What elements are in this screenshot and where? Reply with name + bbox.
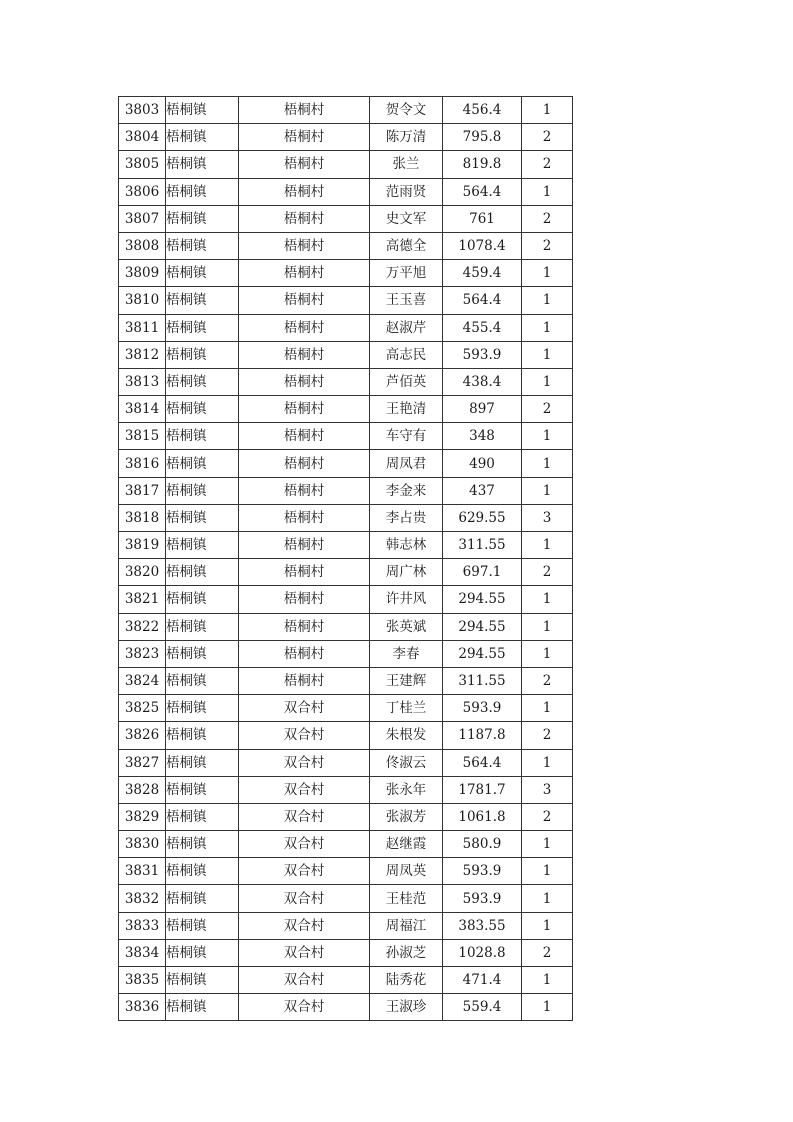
count-cell: 1 xyxy=(522,640,573,667)
person-name-cell: 车守有 xyxy=(370,423,443,450)
table-row xyxy=(119,667,573,694)
data-table xyxy=(118,96,573,1021)
village-cell: 梧桐村 xyxy=(239,205,370,232)
count-cell: 2 xyxy=(522,124,573,151)
town-cell: 梧桐镇 xyxy=(166,450,239,477)
town-cell: 梧桐镇 xyxy=(166,232,239,259)
village-cell: 梧桐村 xyxy=(239,613,370,640)
table-row xyxy=(119,423,573,450)
town-cell: 梧桐镇 xyxy=(166,97,239,124)
person-name-cell: 孙淑芝 xyxy=(370,939,443,966)
amount-cell: 795.8 xyxy=(443,124,522,151)
row-id-cell: 3834 xyxy=(119,939,166,966)
village-cell: 梧桐村 xyxy=(239,640,370,667)
person-name-cell: 赵继霞 xyxy=(370,831,443,858)
town-cell: 梧桐镇 xyxy=(166,423,239,450)
count-cell: 2 xyxy=(522,939,573,966)
count-cell: 1 xyxy=(522,994,573,1021)
village-cell: 双合村 xyxy=(239,803,370,830)
amount-cell: 311.55 xyxy=(443,667,522,694)
person-name-cell: 万平旭 xyxy=(370,260,443,287)
town-cell: 梧桐镇 xyxy=(166,776,239,803)
amount-cell: 490 xyxy=(443,450,522,477)
amount-cell: 1187.8 xyxy=(443,722,522,749)
count-cell: 3 xyxy=(522,504,573,531)
village-cell: 梧桐村 xyxy=(239,287,370,314)
village-cell: 梧桐村 xyxy=(239,532,370,559)
row-id-cell: 3829 xyxy=(119,803,166,830)
person-name-cell: 王淑珍 xyxy=(370,994,443,1021)
person-name-cell: 赵淑芹 xyxy=(370,314,443,341)
town-cell: 梧桐镇 xyxy=(166,559,239,586)
count-cell: 1 xyxy=(522,532,573,559)
village-cell: 梧桐村 xyxy=(239,178,370,205)
amount-cell: 437 xyxy=(443,477,522,504)
row-id-cell: 3825 xyxy=(119,695,166,722)
count-cell: 2 xyxy=(522,151,573,178)
amount-cell: 761 xyxy=(443,205,522,232)
town-cell: 梧桐镇 xyxy=(166,803,239,830)
count-cell: 1 xyxy=(522,695,573,722)
table-row xyxy=(119,695,573,722)
row-id-cell: 3820 xyxy=(119,559,166,586)
count-cell: 1 xyxy=(522,287,573,314)
row-id-cell: 3811 xyxy=(119,314,166,341)
count-cell: 1 xyxy=(522,613,573,640)
village-cell: 梧桐村 xyxy=(239,368,370,395)
town-cell: 梧桐镇 xyxy=(166,967,239,994)
row-id-cell: 3812 xyxy=(119,341,166,368)
person-name-cell: 周广林 xyxy=(370,559,443,586)
count-cell: 2 xyxy=(522,803,573,830)
amount-cell: 593.9 xyxy=(443,341,522,368)
village-cell: 梧桐村 xyxy=(239,97,370,124)
count-cell: 1 xyxy=(522,423,573,450)
amount-cell: 593.9 xyxy=(443,858,522,885)
table-row xyxy=(119,586,573,613)
amount-cell: 697.1 xyxy=(443,559,522,586)
row-id-cell: 3803 xyxy=(119,97,166,124)
village-cell: 梧桐村 xyxy=(239,341,370,368)
town-cell: 梧桐镇 xyxy=(166,885,239,912)
town-cell: 梧桐镇 xyxy=(166,667,239,694)
town-cell: 梧桐镇 xyxy=(166,831,239,858)
person-name-cell: 佟淑云 xyxy=(370,749,443,776)
person-name-cell: 许井风 xyxy=(370,586,443,613)
count-cell: 3 xyxy=(522,776,573,803)
row-id-cell: 3807 xyxy=(119,205,166,232)
count-cell: 1 xyxy=(522,749,573,776)
table-row xyxy=(119,396,573,423)
count-cell: 1 xyxy=(522,885,573,912)
table-row xyxy=(119,885,573,912)
count-cell: 1 xyxy=(522,912,573,939)
town-cell: 梧桐镇 xyxy=(166,749,239,776)
person-name-cell: 周凤君 xyxy=(370,450,443,477)
row-id-cell: 3809 xyxy=(119,260,166,287)
town-cell: 梧桐镇 xyxy=(166,994,239,1021)
person-name-cell: 朱根发 xyxy=(370,722,443,749)
count-cell: 1 xyxy=(522,341,573,368)
count-cell: 1 xyxy=(522,314,573,341)
table-row xyxy=(119,260,573,287)
row-id-cell: 3817 xyxy=(119,477,166,504)
row-id-cell: 3824 xyxy=(119,667,166,694)
village-cell: 梧桐村 xyxy=(239,477,370,504)
count-cell: 2 xyxy=(522,722,573,749)
village-cell: 梧桐村 xyxy=(239,314,370,341)
village-cell: 双合村 xyxy=(239,722,370,749)
person-name-cell: 张兰 xyxy=(370,151,443,178)
village-cell: 双合村 xyxy=(239,994,370,1021)
amount-cell: 294.55 xyxy=(443,613,522,640)
amount-cell: 559.4 xyxy=(443,994,522,1021)
count-cell: 2 xyxy=(522,232,573,259)
person-name-cell: 王艳清 xyxy=(370,396,443,423)
amount-cell: 1061.8 xyxy=(443,803,522,830)
table-row xyxy=(119,205,573,232)
village-cell: 双合村 xyxy=(239,912,370,939)
town-cell: 梧桐镇 xyxy=(166,178,239,205)
table-row xyxy=(119,124,573,151)
table-row xyxy=(119,858,573,885)
village-cell: 双合村 xyxy=(239,939,370,966)
village-cell: 梧桐村 xyxy=(239,504,370,531)
village-cell: 梧桐村 xyxy=(239,396,370,423)
town-cell: 梧桐镇 xyxy=(166,613,239,640)
amount-cell: 629.55 xyxy=(443,504,522,531)
town-cell: 梧桐镇 xyxy=(166,314,239,341)
row-id-cell: 3816 xyxy=(119,450,166,477)
table-row xyxy=(119,722,573,749)
person-name-cell: 李金来 xyxy=(370,477,443,504)
row-id-cell: 3804 xyxy=(119,124,166,151)
row-id-cell: 3814 xyxy=(119,396,166,423)
count-cell: 1 xyxy=(522,586,573,613)
table-row xyxy=(119,640,573,667)
amount-cell: 564.4 xyxy=(443,287,522,314)
village-cell: 梧桐村 xyxy=(239,559,370,586)
row-id-cell: 3827 xyxy=(119,749,166,776)
town-cell: 梧桐镇 xyxy=(166,287,239,314)
person-name-cell: 王桂范 xyxy=(370,885,443,912)
table-row xyxy=(119,450,573,477)
person-name-cell: 贺令文 xyxy=(370,97,443,124)
table-row xyxy=(119,939,573,966)
village-cell: 双合村 xyxy=(239,858,370,885)
person-name-cell: 王建辉 xyxy=(370,667,443,694)
person-name-cell: 韩志林 xyxy=(370,532,443,559)
village-cell: 双合村 xyxy=(239,885,370,912)
amount-cell: 1078.4 xyxy=(443,232,522,259)
town-cell: 梧桐镇 xyxy=(166,586,239,613)
row-id-cell: 3810 xyxy=(119,287,166,314)
village-cell: 双合村 xyxy=(239,831,370,858)
person-name-cell: 高德全 xyxy=(370,232,443,259)
row-id-cell: 3818 xyxy=(119,504,166,531)
amount-cell: 564.4 xyxy=(443,749,522,776)
amount-cell: 456.4 xyxy=(443,97,522,124)
row-id-cell: 3821 xyxy=(119,586,166,613)
village-cell: 梧桐村 xyxy=(239,667,370,694)
row-id-cell: 3805 xyxy=(119,151,166,178)
village-cell: 梧桐村 xyxy=(239,586,370,613)
count-cell: 1 xyxy=(522,831,573,858)
table-row xyxy=(119,287,573,314)
amount-cell: 1028.8 xyxy=(443,939,522,966)
table-row xyxy=(119,477,573,504)
amount-cell: 593.9 xyxy=(443,695,522,722)
person-name-cell: 周凤英 xyxy=(370,858,443,885)
person-name-cell: 丁桂兰 xyxy=(370,695,443,722)
table-row xyxy=(119,532,573,559)
amount-cell: 438.4 xyxy=(443,368,522,395)
count-cell: 2 xyxy=(522,559,573,586)
town-cell: 梧桐镇 xyxy=(166,368,239,395)
amount-cell: 819.8 xyxy=(443,151,522,178)
table-row xyxy=(119,314,573,341)
row-id-cell: 3806 xyxy=(119,178,166,205)
person-name-cell: 陆秀花 xyxy=(370,967,443,994)
count-cell: 1 xyxy=(522,97,573,124)
village-cell: 双合村 xyxy=(239,749,370,776)
row-id-cell: 3833 xyxy=(119,912,166,939)
table-row xyxy=(119,368,573,395)
row-id-cell: 3836 xyxy=(119,994,166,1021)
table-row xyxy=(119,232,573,259)
amount-cell: 348 xyxy=(443,423,522,450)
town-cell: 梧桐镇 xyxy=(166,939,239,966)
village-cell: 梧桐村 xyxy=(239,232,370,259)
row-id-cell: 3819 xyxy=(119,532,166,559)
table-row xyxy=(119,178,573,205)
amount-cell: 471.4 xyxy=(443,967,522,994)
town-cell: 梧桐镇 xyxy=(166,858,239,885)
table-row xyxy=(119,613,573,640)
count-cell: 2 xyxy=(522,667,573,694)
amount-cell: 311.55 xyxy=(443,532,522,559)
village-cell: 梧桐村 xyxy=(239,423,370,450)
row-id-cell: 3815 xyxy=(119,423,166,450)
town-cell: 梧桐镇 xyxy=(166,260,239,287)
village-cell: 双合村 xyxy=(239,967,370,994)
table-row xyxy=(119,341,573,368)
row-id-cell: 3831 xyxy=(119,858,166,885)
table-row xyxy=(119,749,573,776)
table-row xyxy=(119,994,573,1021)
town-cell: 梧桐镇 xyxy=(166,695,239,722)
table-row xyxy=(119,831,573,858)
amount-cell: 1781.7 xyxy=(443,776,522,803)
row-id-cell: 3808 xyxy=(119,232,166,259)
table-row xyxy=(119,504,573,531)
row-id-cell: 3813 xyxy=(119,368,166,395)
town-cell: 梧桐镇 xyxy=(166,396,239,423)
count-cell: 2 xyxy=(522,205,573,232)
row-id-cell: 3835 xyxy=(119,967,166,994)
town-cell: 梧桐镇 xyxy=(166,341,239,368)
row-id-cell: 3830 xyxy=(119,831,166,858)
person-name-cell: 史文军 xyxy=(370,205,443,232)
table-body xyxy=(119,97,573,1021)
person-name-cell: 李占贵 xyxy=(370,504,443,531)
town-cell: 梧桐镇 xyxy=(166,912,239,939)
count-cell: 1 xyxy=(522,178,573,205)
amount-cell: 564.4 xyxy=(443,178,522,205)
person-name-cell: 周福江 xyxy=(370,912,443,939)
town-cell: 梧桐镇 xyxy=(166,151,239,178)
town-cell: 梧桐镇 xyxy=(166,722,239,749)
town-cell: 梧桐镇 xyxy=(166,477,239,504)
village-cell: 梧桐村 xyxy=(239,450,370,477)
person-name-cell: 张英斌 xyxy=(370,613,443,640)
amount-cell: 459.4 xyxy=(443,260,522,287)
amount-cell: 580.9 xyxy=(443,831,522,858)
table-row xyxy=(119,776,573,803)
row-id-cell: 3826 xyxy=(119,722,166,749)
row-id-cell: 3828 xyxy=(119,776,166,803)
amount-cell: 383.55 xyxy=(443,912,522,939)
person-name-cell: 李春 xyxy=(370,640,443,667)
village-cell: 双合村 xyxy=(239,695,370,722)
person-name-cell: 芦佰英 xyxy=(370,368,443,395)
count-cell: 1 xyxy=(522,477,573,504)
table-row xyxy=(119,151,573,178)
table-row xyxy=(119,967,573,994)
village-cell: 双合村 xyxy=(239,776,370,803)
village-cell: 梧桐村 xyxy=(239,260,370,287)
amount-cell: 294.55 xyxy=(443,640,522,667)
village-cell: 梧桐村 xyxy=(239,124,370,151)
person-name-cell: 张淑芳 xyxy=(370,803,443,830)
town-cell: 梧桐镇 xyxy=(166,205,239,232)
person-name-cell: 陈万清 xyxy=(370,124,443,151)
row-id-cell: 3832 xyxy=(119,885,166,912)
count-cell: 1 xyxy=(522,450,573,477)
table-row xyxy=(119,912,573,939)
amount-cell: 897 xyxy=(443,396,522,423)
count-cell: 1 xyxy=(522,967,573,994)
town-cell: 梧桐镇 xyxy=(166,504,239,531)
count-cell: 1 xyxy=(522,858,573,885)
row-id-cell: 3822 xyxy=(119,613,166,640)
count-cell: 2 xyxy=(522,396,573,423)
amount-cell: 455.4 xyxy=(443,314,522,341)
table-row xyxy=(119,97,573,124)
table-row xyxy=(119,803,573,830)
town-cell: 梧桐镇 xyxy=(166,124,239,151)
table-row xyxy=(119,559,573,586)
person-name-cell: 范雨贤 xyxy=(370,178,443,205)
count-cell: 1 xyxy=(522,368,573,395)
town-cell: 梧桐镇 xyxy=(166,532,239,559)
amount-cell: 294.55 xyxy=(443,586,522,613)
person-name-cell: 张永年 xyxy=(370,776,443,803)
person-name-cell: 王玉喜 xyxy=(370,287,443,314)
amount-cell: 593.9 xyxy=(443,885,522,912)
count-cell: 1 xyxy=(522,260,573,287)
row-id-cell: 3823 xyxy=(119,640,166,667)
town-cell: 梧桐镇 xyxy=(166,640,239,667)
person-name-cell: 高志民 xyxy=(370,341,443,368)
village-cell: 梧桐村 xyxy=(239,151,370,178)
